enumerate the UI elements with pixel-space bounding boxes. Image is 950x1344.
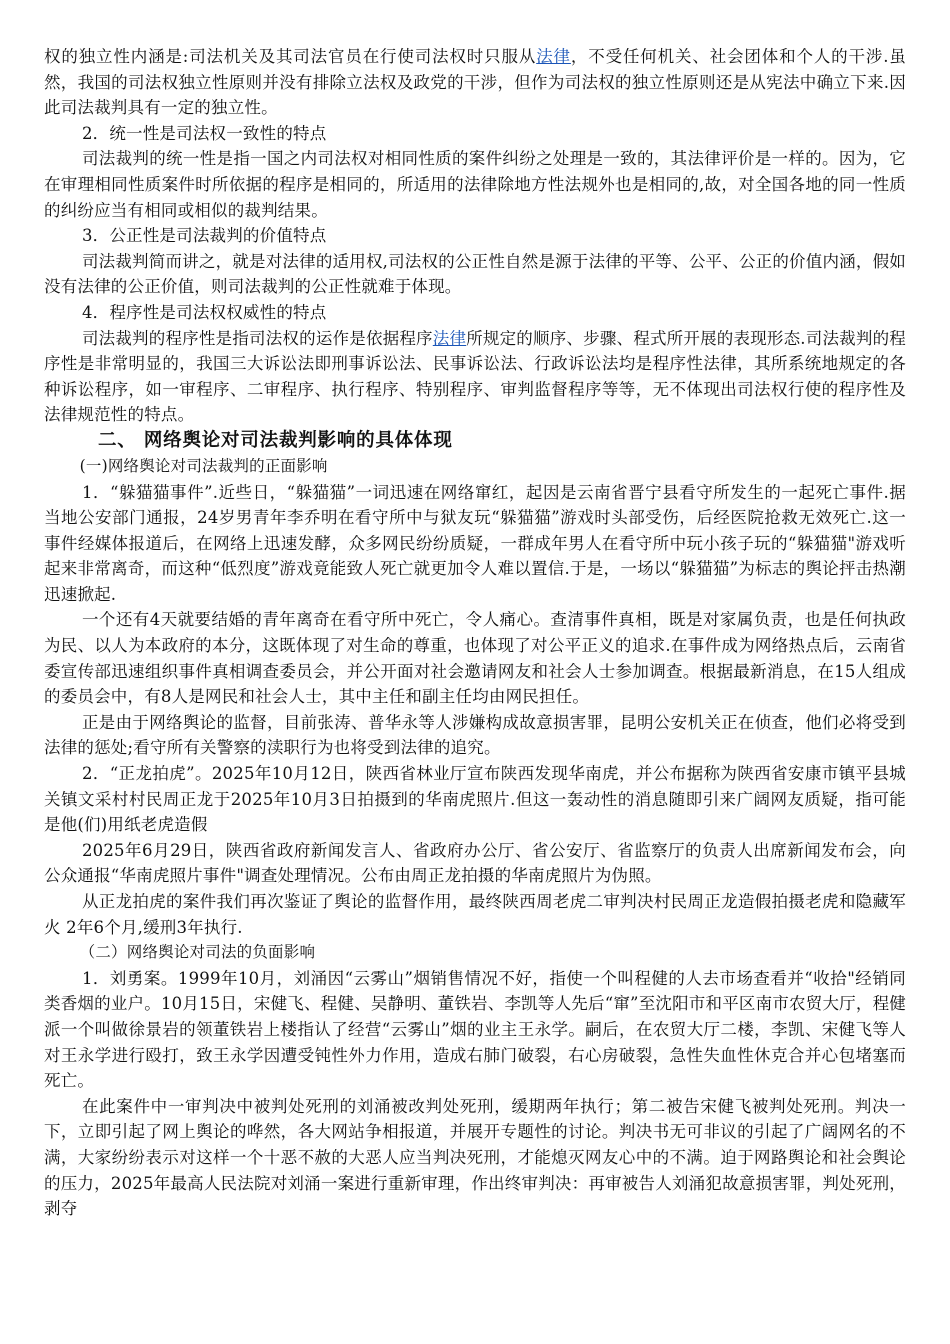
paragraph-text: 所规定的顺序、步骤、程式所开展的表现形态.司法裁判的程序性是非常明显的，我国三大诉讼法即刑事诉讼法、民事诉讼法、行政诉讼法均是程序性法律，其所系统地规定的各种诉讼程序，如一审程序、二审程序、执行程序、特别程序、审判监督程序等等，无不体现出司法权行使的程序性及法律规范性的特点。: [44, 328, 906, 425]
paragraph-press-conference: 2025年6月29日，陕西省政府新闻发言人、省政府办公厅、省公安厅、省监察厅的负责人出席新闻发布会，向公众通报“华南虎照片事件"调查处理情况。公布由周正龙拍摄的华南虎照片为伪照。: [44, 840, 906, 886]
law-link[interactable]: 法律: [432, 328, 467, 348]
subheading-uniformity: 2．统一性是司法权一致性的特点: [81, 123, 327, 143]
subsection-positive-impact: (一)网络舆论对司法裁判的正面影响: [79, 456, 328, 475]
subsection-negative-impact: （二）网络舆论对司法的负面影响: [79, 943, 316, 962]
paragraph-procedure: [44, 326, 906, 428]
paragraph-fairness: 司法裁判简而讲之，就是对法律的适用权,司法权的公正性自然是源于法律的平等、公平、公正的价值内涵，假如没有法律的公正价值，则司法裁判的公正性就难于体现。: [44, 251, 906, 297]
section-heading-two: 二、 网络舆论对司法裁判影响的具体体现: [98, 429, 453, 451]
paragraph-tiger-photo-case: 2．“正龙拍虎”。2025年10月12日，陕西省林业厅宣布陕西发现华南虎，并公布据称为陕西省安康市镇平县城关镇文采村村民周正龙于2025年10月3日拍摄到的华南虎照片.但这一轰动性的消息随即引来广阔网友质疑，指可能是他(们)用纸老虎造假: [44, 764, 906, 835]
paragraph-judicial-independence: [44, 44, 906, 121]
paragraph-text: ，不受任何机关、社会团体和个人的干涉.虽然，我国的司法权独立性原则并没有排除立法权及政党的干涉，但作为司法权的独立性原则还是从宪法中确立下来.因此司法裁判具有一定的独立性。: [44, 47, 906, 118]
paragraph-text: 司法裁判的程序性是指司法权的运作是依据程序: [81, 328, 433, 348]
paragraph-hide-and-seek-case: 1．“躲猫猫事件”.近些日，“躲猫猫”一词迅速在网络窜红，起因是云南省晋宁县看守所发生的一起死亡事件.据当地公安部门通报，24岁男青年李乔明在看守所中与狱友玩“躲猫猫”游戏时头部受伤，后经医院抢救无效死亡.这一事件经媒体报道后，在网络上迅速发酵，众多网民纷纷质疑，一群成年男人在看守所中玩小孩子玩的“躲猫猫"游戏听起来非常离奇，而这种“低烈度”游戏竟能致人死亡就更加令人难以置信.于是，一场以“躲猫猫”为标志的舆论抨击热潮迅速掀起.: [44, 482, 906, 604]
paragraph-investigation-committee: 一个还有4天就要结婚的青年离奇在看守所中死亡，令人痛心。查清事件真相，既是对家属负责，也是任何执政为民、以人为本政府的本分，这既体现了对生命的尊重，也体现了对公平正义的追求.在事件成为网络热点后，云南省委宣传部迅速组织事件真相调查委员会，并公开面对社会邀请网友和社会人士参加调查。根据最新消息，在15人组成的委员会中，有8人是网民和社会人士，其中主任和副主任均由网民担任。: [44, 610, 906, 707]
paragraph-tiger-verdict: 从正龙拍虎的案件我们再次鉴证了舆论的监督作用，最终陕西周老虎二审判决村民周正龙造假拍摄老虎和隐藏军火 2年6个月,缓刑3年执行.: [44, 892, 906, 937]
paragraph-public-supervision: 正是由于网络舆论的监督，目前张涛、普华永等人涉嫌构成故意损害罪，昆明公安机关正在侦查，他们必将受到法律的惩处;看守所有关警察的渎职行为也将受到法律的追究。: [44, 712, 906, 758]
paragraph-liu-yong-case: 1．刘勇案。1999年10月，刘涌因“云雾山”烟销售情况不好，指使一个叫程健的人去市场查看并“收拾"经销同类香烟的业户。10月15日，宋健飞、程健、吴静明、董铁岩、李凯等人先后“窜”至沈阳市和平区南市农贸大厅，程健派一个叫做徐景岩的领董铁岩上楼指认了经营“云雾山”烟的业主王永学。嗣后，在农贸大厅二楼，李凯、宋健飞等人对王永学进行殴打，致王永学因遭受钝性外力作用，造成右肺门破裂，右心房破裂，急性失血性休克合并心包堵塞而死亡。: [44, 968, 906, 1091]
document-page: [44, 44, 906, 1222]
subheading-procedure: 4．程序性是司法权权威性的特点: [81, 302, 327, 322]
paragraph-text: 权的独立性内涵是:司法机关及其司法官员在行使司法权时只服从: [44, 47, 537, 66]
law-link[interactable]: 法律: [536, 47, 571, 66]
paragraph-liu-yong-retrial: 在此案件中一审判决中被判处死刑的刘涌被改判处死刑，缓期两年执行；第二被告宋健飞被判处死刑。判决一下，立即引起了网上舆论的哗然，各大网站争相报道，并展开专题性的讨论。判决书无可非议的引起了广阔网名的不满，大家纷纷表示对这样一个十恶不赦的大恶人应当判决死刑，才能熄灭网友心中的不满。迫于网路舆论和社会舆论的压力，2025年最高人民法院对刘涌一案进行重新审理，作出终审判决：再审被告人刘涌犯故意损害罪，判处死刑，剥夺: [44, 1096, 906, 1219]
paragraph-uniformity: 司法裁判的统一性是指一国之内司法权对相同性质的案件纠纷之处理是一致的，其法律评价是一样的。因为，它在审理相同性质案件时所依据的程序是相同的，所适用的法律除地方性法规外也是相同的,故，对全国各地的同一性质的纠纷应当有相同或相似的裁判结果。: [44, 149, 906, 220]
subheading-fairness: 3．公正性是司法裁判的价值特点: [81, 226, 327, 246]
